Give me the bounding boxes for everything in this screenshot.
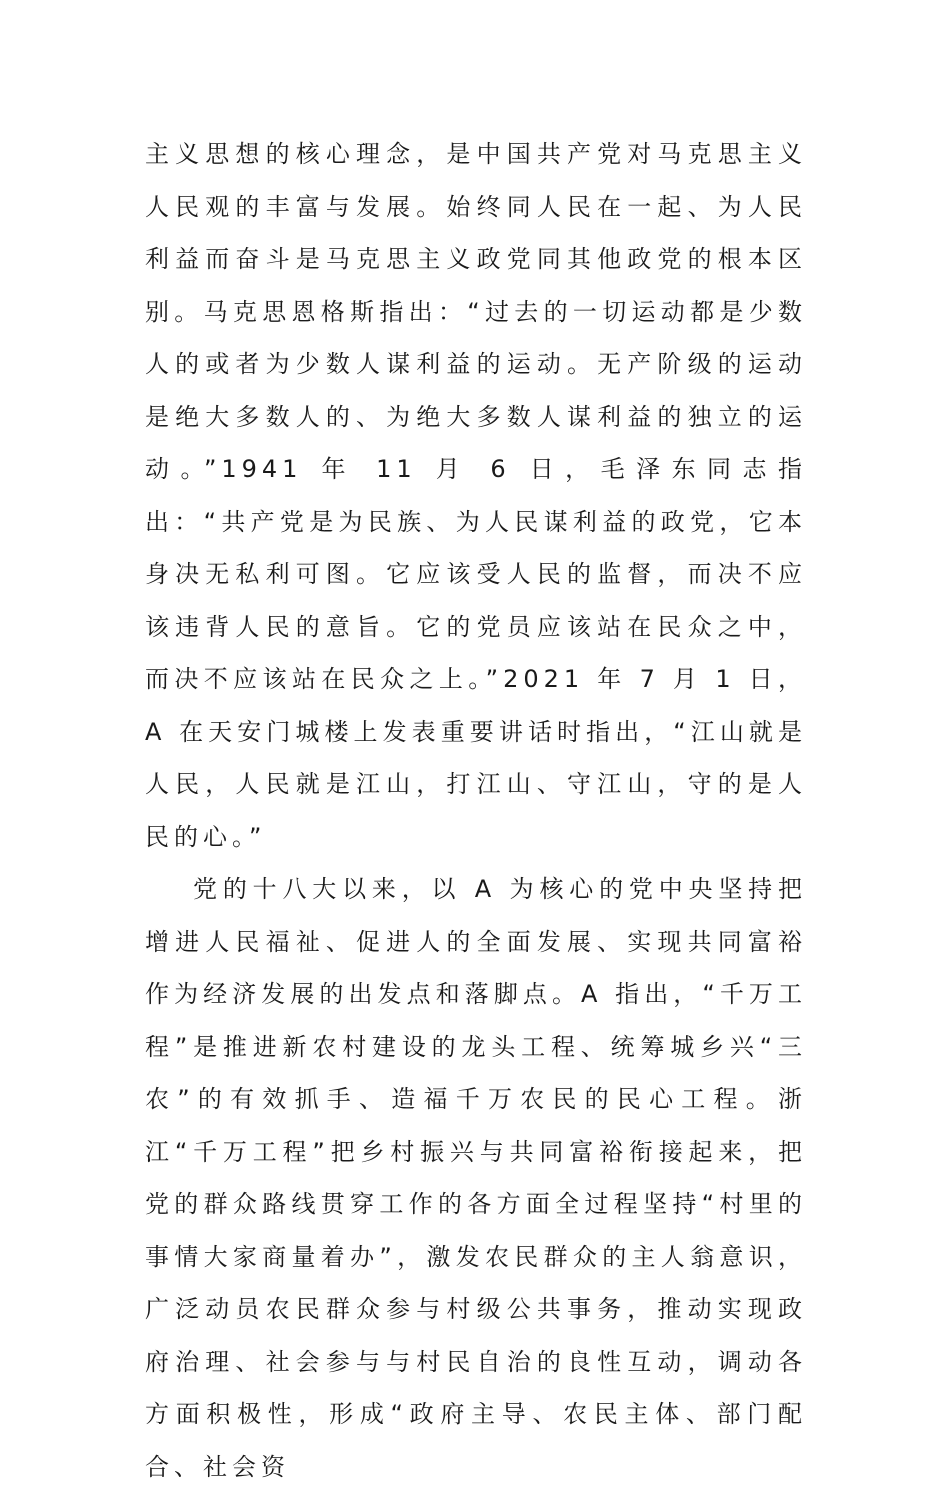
paragraph-eighteenth-congress: 党的十八大以来，以 A 为核心的党中央坚持把增进人民福祉、促进人的全面发展、实现共同富裕作为经济发展的出发点和落脚点。A 指出，“千万工程”是推进新农村建设的龙头工程、统筹城乡兴“三农”的有效抓手、造福千万农民的民心工程。浙江“千万工程”把乡村振兴与共同富裕衔接起来，把党的群众路线贯穿工作的各方面全过程坚持“村里的事情大家商量着办”，激发农民群众的主人翁意识，广泛动员农民群众参与村级公共事务，推动实现政府治理、社会参与与村民自治的良性互动，调动各方面积极性，形成“政府主导、农民主体、部门配合、社会资 bbox=[145, 875, 807, 1481]
paragraph-continuation: 主义思想的核心理念，是中国共产党对马克思主义人民观的丰富与发展。始终同人民在一起、为人民利益而奋斗是马克思主义政党同其他政党的根本区别。马克思恩格斯指出：“过去的一切运动都是少数人的或者为少数人谋利益的运动。无产阶级的运动是绝大多数人的、为绝大多数人谋利益的独立的运动。”1941 年 11 月 6 日，毛泽东同志指出：“共产党是为民族、为人民谋利益的政党，它本身决无私利可图。它应该受人民的监督，而决不应该违背人民的意旨。它的党员应该站在民众之中，而决不应该站在民众之上。”2021 年 7 月 1 日，A 在天安门城楼上发表重要讲话时指出，“江山就是人民，人民就是江山，打江山、守江山，守的是人民的心。” bbox=[145, 140, 807, 851]
document-body bbox=[145, 128, 807, 1493]
